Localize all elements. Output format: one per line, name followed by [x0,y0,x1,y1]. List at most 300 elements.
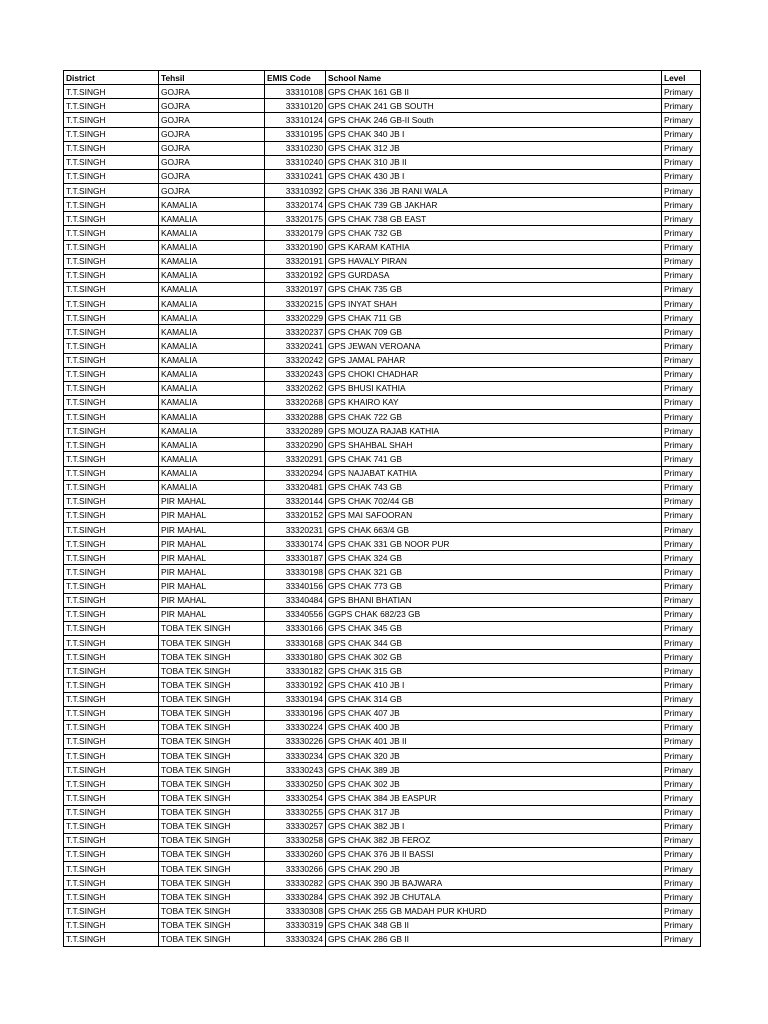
level-cell: Primary [662,282,701,296]
table-row [64,240,701,254]
district-cell: T.T.SINGH [64,113,159,127]
school-name-cell: GPS CHAK 400 JB [326,720,662,734]
tehsil-cell: PIR MAHAL [159,565,265,579]
tehsil-cell: TOBA TEK SINGH [159,805,265,819]
table-row [64,381,701,395]
tehsil-cell: KAMALIA [159,311,265,325]
emis-code-cell: 33330224 [265,720,326,734]
district-cell: T.T.SINGH [64,904,159,918]
tehsil-cell: TOBA TEK SINGH [159,777,265,791]
emis-code-cell: 33330226 [265,734,326,748]
school-name-cell: GPS CHAK 738 GB EAST [326,212,662,226]
table-row [64,268,701,282]
district-cell: T.T.SINGH [64,777,159,791]
school-name-cell: GPS SHAHBAL SHAH [326,438,662,452]
tehsil-cell: TOBA TEK SINGH [159,904,265,918]
district-cell: T.T.SINGH [64,579,159,593]
level-cell: Primary [662,876,701,890]
level-cell: Primary [662,169,701,183]
tehsil-cell: TOBA TEK SINGH [159,664,265,678]
level-cell: Primary [662,551,701,565]
emis-code-cell: 33330192 [265,678,326,692]
table-row [64,395,701,409]
emis-code-cell: 33320175 [265,212,326,226]
tehsil-cell: KAMALIA [159,325,265,339]
level-cell: Primary [662,424,701,438]
table-row [64,523,701,537]
emis-code-cell: 33320242 [265,353,326,367]
tehsil-cell: TOBA TEK SINGH [159,749,265,763]
school-name-cell: GPS CHAK 317 JB [326,805,662,819]
tehsil-cell: TOBA TEK SINGH [159,636,265,650]
school-name-cell: GPS CHAK 314 GB [326,692,662,706]
level-cell: Primary [662,494,701,508]
table-row [64,876,701,890]
level-cell: Primary [662,805,701,819]
tehsil-cell: TOBA TEK SINGH [159,763,265,777]
school-name-cell: GPS CHAK 376 JB II BASSI [326,847,662,861]
table-row [64,918,701,932]
school-name-cell: GPS CHAK 320 JB [326,749,662,763]
school-name-cell: GPS KARAM KATHIA [326,240,662,254]
school-name-cell: GPS NAJABAT KATHIA [326,466,662,480]
district-cell: T.T.SINGH [64,198,159,212]
emis-code-cell: 33320241 [265,339,326,353]
emis-code-cell: 33330234 [265,749,326,763]
district-cell: T.T.SINGH [64,847,159,861]
tehsil-cell: TOBA TEK SINGH [159,890,265,904]
district-cell: T.T.SINGH [64,452,159,466]
emis-code-cell: 33320288 [265,410,326,424]
tehsil-cell: GOJRA [159,113,265,127]
school-name-cell: GPS CHAK 389 JB [326,763,662,777]
district-cell: T.T.SINGH [64,636,159,650]
table-row [64,579,701,593]
tehsil-cell: GOJRA [159,155,265,169]
school-name-cell: GPS CHAK 743 GB [326,480,662,494]
district-cell: T.T.SINGH [64,466,159,480]
tehsil-cell: PIR MAHAL [159,579,265,593]
table-row [64,749,701,763]
tehsil-cell: KAMALIA [159,452,265,466]
level-cell: Primary [662,565,701,579]
table-row [64,664,701,678]
emis-code-cell: 33320481 [265,480,326,494]
level-cell: Primary [662,452,701,466]
level-cell: Primary [662,254,701,268]
tehsil-cell: TOBA TEK SINGH [159,847,265,861]
district-cell: T.T.SINGH [64,438,159,452]
emis-code-cell: 33330194 [265,692,326,706]
school-name-cell: GPS CHAK 302 JB [326,777,662,791]
tehsil-cell: KAMALIA [159,254,265,268]
school-name-cell: GPS CHAK 702/44 GB [326,494,662,508]
district-cell: T.T.SINGH [64,706,159,720]
tehsil-cell: PIR MAHAL [159,551,265,565]
tehsil-cell: TOBA TEK SINGH [159,692,265,706]
tehsil-cell: PIR MAHAL [159,593,265,607]
tehsil-cell: PIR MAHAL [159,494,265,508]
district-cell: T.T.SINGH [64,141,159,155]
table-row [64,890,701,904]
tehsil-cell: KAMALIA [159,282,265,296]
level-cell: Primary [662,763,701,777]
district-cell: T.T.SINGH [64,155,159,169]
table-row [64,904,701,918]
table-row [64,198,701,212]
tehsil-cell: KAMALIA [159,410,265,424]
school-name-cell: GPS CHAK 741 GB [326,452,662,466]
emis-code-cell: 33310108 [265,85,326,99]
district-cell: T.T.SINGH [64,918,159,932]
level-cell: Primary [662,226,701,240]
emis-code-cell: 33330168 [265,636,326,650]
tehsil-cell: TOBA TEK SINGH [159,706,265,720]
level-cell: Primary [662,297,701,311]
level-cell: Primary [662,141,701,155]
level-cell: Primary [662,113,701,127]
district-cell: T.T.SINGH [64,226,159,240]
emis-code-cell: 33330258 [265,833,326,847]
school-name-cell: GPS CHOKI CHADHAR [326,367,662,381]
school-name-cell: GPS CHAK 384 JB EASPUR [326,791,662,805]
tehsil-cell: TOBA TEK SINGH [159,621,265,635]
district-cell: T.T.SINGH [64,720,159,734]
district-cell: T.T.SINGH [64,367,159,381]
emis-code-cell: 33340556 [265,607,326,621]
school-name-cell: GPS CHAK 430 JB I [326,169,662,183]
table-row [64,833,701,847]
district-cell: T.T.SINGH [64,480,159,494]
tehsil-cell: TOBA TEK SINGH [159,678,265,692]
table-row [64,85,701,99]
school-name-cell: GPS CHAK 382 JB FEROZ [326,833,662,847]
table-row [64,325,701,339]
emis-code-cell: 33320197 [265,282,326,296]
school-name-cell: GPS CHAK 344 GB [326,636,662,650]
emis-code-cell: 33330196 [265,706,326,720]
level-cell: Primary [662,311,701,325]
emis-code-cell: 33330174 [265,537,326,551]
level-cell: Primary [662,353,701,367]
school-name-cell: GPS CHAK 161 GB II [326,85,662,99]
emis-code-cell: 33320215 [265,297,326,311]
table-row [64,282,701,296]
emis-code-cell: 33320289 [265,424,326,438]
level-cell: Primary [662,791,701,805]
district-cell: T.T.SINGH [64,833,159,847]
emis-code-cell: 33320268 [265,395,326,409]
emis-code-cell: 33320237 [265,325,326,339]
table-row [64,184,701,198]
district-cell: T.T.SINGH [64,127,159,141]
tehsil-cell: TOBA TEK SINGH [159,734,265,748]
level-cell: Primary [662,650,701,664]
emis-code-cell: 33320152 [265,508,326,522]
school-name-cell: GPS CHAK 324 GB [326,551,662,565]
school-name-cell: GPS MAI SAFOORAN [326,508,662,522]
table-row [64,353,701,367]
district-cell: T.T.SINGH [64,678,159,692]
header-emis-code: EMIS Code [265,71,326,85]
tehsil-cell: KAMALIA [159,339,265,353]
tehsil-cell: KAMALIA [159,381,265,395]
school-name-cell: GPS CHAK 255 GB MADAH PUR KHURD [326,904,662,918]
level-cell: Primary [662,85,701,99]
table-row [64,537,701,551]
emis-code-cell: 33330250 [265,777,326,791]
tehsil-cell: KAMALIA [159,395,265,409]
emis-code-cell: 33310124 [265,113,326,127]
level-cell: Primary [662,508,701,522]
tehsil-cell: GOJRA [159,169,265,183]
district-cell: T.T.SINGH [64,240,159,254]
tehsil-cell: TOBA TEK SINGH [159,918,265,932]
level-cell: Primary [662,819,701,833]
district-cell: T.T.SINGH [64,621,159,635]
tehsil-cell: TOBA TEK SINGH [159,862,265,876]
emis-code-cell: 33320174 [265,198,326,212]
emis-code-cell: 33310241 [265,169,326,183]
emis-code-cell: 33320179 [265,226,326,240]
emis-code-cell: 33320291 [265,452,326,466]
emis-code-cell: 33320229 [265,311,326,325]
table-row [64,212,701,226]
school-name-cell: GPS CHAK 410 JB I [326,678,662,692]
header-tehsil: Tehsil [159,71,265,85]
district-cell: T.T.SINGH [64,85,159,99]
district-cell: T.T.SINGH [64,664,159,678]
district-cell: T.T.SINGH [64,311,159,325]
emis-code-cell: 33320243 [265,367,326,381]
emis-code-cell: 33320290 [265,438,326,452]
table-row [64,650,701,664]
school-list-table [63,70,701,947]
emis-code-cell: 33320294 [265,466,326,480]
emis-code-cell: 33330324 [265,932,326,946]
tehsil-cell: KAMALIA [159,353,265,367]
emis-code-cell: 33330187 [265,551,326,565]
tehsil-cell: GOJRA [159,127,265,141]
emis-code-cell: 33330266 [265,862,326,876]
school-name-cell: GPS CHAK 310 JB II [326,155,662,169]
table-row [64,706,701,720]
table-row [64,678,701,692]
school-name-cell: GPS CHAK 290 JB [326,862,662,876]
level-cell: Primary [662,268,701,282]
header-level: Level [662,71,701,85]
table-row [64,565,701,579]
level-cell: Primary [662,438,701,452]
school-name-cell: GPS CHAK 711 GB [326,311,662,325]
table-row [64,466,701,480]
level-cell: Primary [662,325,701,339]
header-row [64,71,701,85]
table-row [64,508,701,522]
level-cell: Primary [662,127,701,141]
tehsil-cell: GOJRA [159,85,265,99]
emis-code-cell: 33320144 [265,494,326,508]
table-row [64,410,701,424]
level-cell: Primary [662,904,701,918]
level-cell: Primary [662,579,701,593]
table-row [64,452,701,466]
level-cell: Primary [662,184,701,198]
district-cell: T.T.SINGH [64,819,159,833]
level-cell: Primary [662,706,701,720]
school-name-cell: GPS CHAK 722 GB [326,410,662,424]
table-body [64,85,701,947]
table-row [64,777,701,791]
table-row [64,720,701,734]
header-district: District [64,71,159,85]
tehsil-cell: PIR MAHAL [159,537,265,551]
emis-code-cell: 33310120 [265,99,326,113]
tehsil-cell: TOBA TEK SINGH [159,650,265,664]
emis-code-cell: 33340484 [265,593,326,607]
level-cell: Primary [662,678,701,692]
table-row [64,636,701,650]
emis-code-cell: 33330255 [265,805,326,819]
district-cell: T.T.SINGH [64,254,159,268]
emis-code-cell: 33330260 [265,847,326,861]
level-cell: Primary [662,240,701,254]
level-cell: Primary [662,636,701,650]
level-cell: Primary [662,932,701,946]
table-row [64,862,701,876]
table-row [64,763,701,777]
district-cell: T.T.SINGH [64,523,159,537]
emis-code-cell: 33330319 [265,918,326,932]
level-cell: Primary [662,862,701,876]
school-name-cell: GPS HAVALY PIRAN [326,254,662,268]
school-name-cell: GPS CHAK 407 JB [326,706,662,720]
level-cell: Primary [662,480,701,494]
emis-code-cell: 33320192 [265,268,326,282]
level-cell: Primary [662,523,701,537]
district-cell: T.T.SINGH [64,494,159,508]
emis-code-cell: 33330284 [265,890,326,904]
table-row [64,805,701,819]
district-cell: T.T.SINGH [64,876,159,890]
tehsil-cell: KAMALIA [159,297,265,311]
level-cell: Primary [662,466,701,480]
emis-code-cell: 33310230 [265,141,326,155]
school-name-cell: GPS CHAK 392 JB CHUTALA [326,890,662,904]
tehsil-cell: KAMALIA [159,424,265,438]
school-name-cell: GPS CHAK 732 GB [326,226,662,240]
tehsil-cell: KAMALIA [159,438,265,452]
table-row [64,155,701,169]
table-row [64,791,701,805]
school-name-cell: GPS CHAK 340 JB I [326,127,662,141]
district-cell: T.T.SINGH [64,268,159,282]
level-cell: Primary [662,749,701,763]
tehsil-cell: KAMALIA [159,268,265,282]
tehsil-cell: TOBA TEK SINGH [159,932,265,946]
emis-code-cell: 33330166 [265,621,326,635]
table-row [64,932,701,946]
school-name-cell: GPS GURDASA [326,268,662,282]
table-row [64,367,701,381]
level-cell: Primary [662,593,701,607]
district-cell: T.T.SINGH [64,353,159,367]
emis-code-cell: 33330282 [265,876,326,890]
table-row [64,621,701,635]
level-cell: Primary [662,410,701,424]
emis-code-cell: 33340156 [265,579,326,593]
district-cell: T.T.SINGH [64,537,159,551]
emis-code-cell: 33330254 [265,791,326,805]
district-cell: T.T.SINGH [64,593,159,607]
level-cell: Primary [662,918,701,932]
table-row [64,819,701,833]
district-cell: T.T.SINGH [64,339,159,353]
table-row [64,593,701,607]
emis-code-cell: 33330257 [265,819,326,833]
district-cell: T.T.SINGH [64,184,159,198]
table-row [64,99,701,113]
district-cell: T.T.SINGH [64,325,159,339]
emis-code-cell: 33330198 [265,565,326,579]
level-cell: Primary [662,198,701,212]
school-name-cell: GPS CHAK 401 JB II [326,734,662,748]
school-name-cell: GPS CHAK 735 GB [326,282,662,296]
emis-code-cell: 33330182 [265,664,326,678]
tehsil-cell: PIR MAHAL [159,523,265,537]
school-name-cell: GPS CHAK 709 GB [326,325,662,339]
school-name-cell: GPS BHANI BHATIAN [326,593,662,607]
level-cell: Primary [662,777,701,791]
table-row [64,734,701,748]
school-name-cell: GPS CHAK 315 GB [326,664,662,678]
school-name-cell: GPS CHAK 345 GB [326,621,662,635]
district-cell: T.T.SINGH [64,395,159,409]
school-name-cell: GPS CHAK 382 JB I [326,819,662,833]
school-name-cell: GPS CHAK 246 GB-II South [326,113,662,127]
school-name-cell: GPS JAMAL PAHAR [326,353,662,367]
district-cell: T.T.SINGH [64,862,159,876]
school-name-cell: GPS MOUZA RAJAB KATHIA [326,424,662,438]
table-row [64,438,701,452]
school-name-cell: GPS CHAK 336 JB RANI WALA [326,184,662,198]
school-name-cell: GPS CHAK 241 GB SOUTH [326,99,662,113]
level-cell: Primary [662,537,701,551]
tehsil-cell: GOJRA [159,184,265,198]
emis-code-cell: 33320231 [265,523,326,537]
tehsil-cell: KAMALIA [159,466,265,480]
district-cell: T.T.SINGH [64,607,159,621]
district-cell: T.T.SINGH [64,565,159,579]
district-cell: T.T.SINGH [64,508,159,522]
school-name-cell: GPS CHAK 663/4 GB [326,523,662,537]
district-cell: T.T.SINGH [64,297,159,311]
table-row [64,226,701,240]
tehsil-cell: TOBA TEK SINGH [159,791,265,805]
level-cell: Primary [662,833,701,847]
level-cell: Primary [662,155,701,169]
district-cell: T.T.SINGH [64,551,159,565]
school-name-cell: GPS BHUSI KATHIA [326,381,662,395]
emis-code-cell: 33320191 [265,254,326,268]
tehsil-cell: TOBA TEK SINGH [159,833,265,847]
table-row [64,692,701,706]
district-cell: T.T.SINGH [64,692,159,706]
district-cell: T.T.SINGH [64,734,159,748]
district-cell: T.T.SINGH [64,212,159,226]
tehsil-cell: KAMALIA [159,240,265,254]
level-cell: Primary [662,734,701,748]
